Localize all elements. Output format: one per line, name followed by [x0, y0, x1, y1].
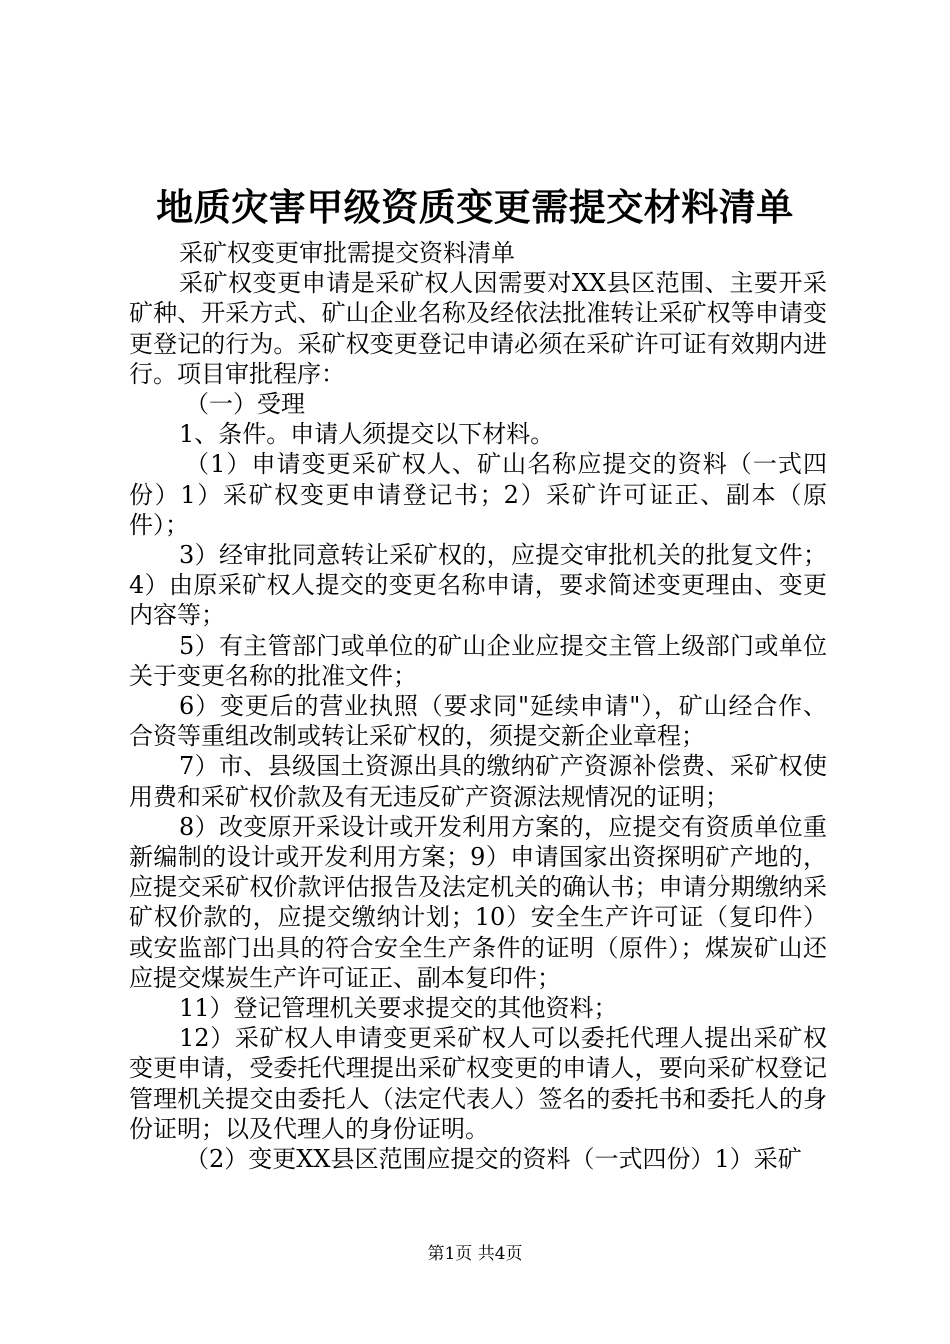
paragraph-conditions: 1、条件。申请人须提交以下材料。 — [179, 420, 555, 449]
paragraph-intro: 采矿权变更申请是采矿权人因需要对XX县区范围、主要开采矿种、开采方式、矿山企业名称及经依法批准转让采矿权等申请变更登记的行为。采矿权变更登记申请必须在采矿许可证有效期内进行。项目审批程序： — [129, 269, 827, 388]
paragraph-item-7: 7）市、县级国土资源出具的缴纳矿产资源补偿费、采矿权使用费和采矿权价款及有无违反矿产资源法规情况的证明； — [129, 752, 827, 811]
paragraph-item-6: 6）变更后的营业执照（要求同"延续申请"），矿山经合作、合资等重组改制或转让采矿权的，须提交新企业章程； — [129, 692, 827, 751]
paragraph-item-12: 12）采矿权人申请变更采矿权人可以委托代理人提出采矿权变更申请，受委托代理提出采矿权变更的申请人，要向采矿权登记管理机关提交由委托人（法定代表人）签名的委托书和委托人的身份证明；以及代理人的身份证明。 — [129, 1024, 827, 1143]
page-number-footer: 第1页 共4页 — [427, 1244, 523, 1264]
paragraph-item-8-10: 8）改变原开采设计或开发利用方案的，应提交有资质单位重新编制的设计或开发利用方案；9）申请国家出资探明矿产地的，应提交采矿权价款评估报告及法定机关的确认书；申请分期缴纳采矿权价款的，应提交缴纳计划；10）安全生产许可证（复印件）或安监部门出具的符合安全生产条件的证明（原件）；煤炭矿山还应提交煤炭生产许可证正、副本复印件； — [129, 812, 827, 992]
paragraph-item-11: 11）登记管理机关要求提交的其他资料； — [179, 994, 618, 1023]
paragraph-item-3-4: 3）经审批同意转让采矿权的，应提交审批机关的批复文件；4）由原采矿权人提交的变更名称申请，要求简述变更理由、变更内容等； — [129, 541, 827, 630]
paragraph-item-2: （2）变更XX县区范围应提交的资料（一式四份）1）采矿 — [185, 1145, 802, 1174]
document-body — [129, 238, 827, 1174]
document-title: 地质灾害甲级资质变更需提交材料清单 — [156, 186, 794, 229]
paragraph-item-5: 5）有主管部门或单位的矿山企业应提交主管上级部门或单位关于变更名称的批准文件； — [129, 631, 827, 690]
paragraph-item-1: （1）申请变更采矿权人、矿山名称应提交的资料（一式四份）1）采矿权变更申请登记书；2）采矿许可证正、副本（原件）； — [129, 450, 827, 539]
paragraph-section-acceptance: （一）受理 — [185, 390, 305, 419]
paragraph-heading: 采矿权变更审批需提交资料清单 — [179, 239, 515, 267]
